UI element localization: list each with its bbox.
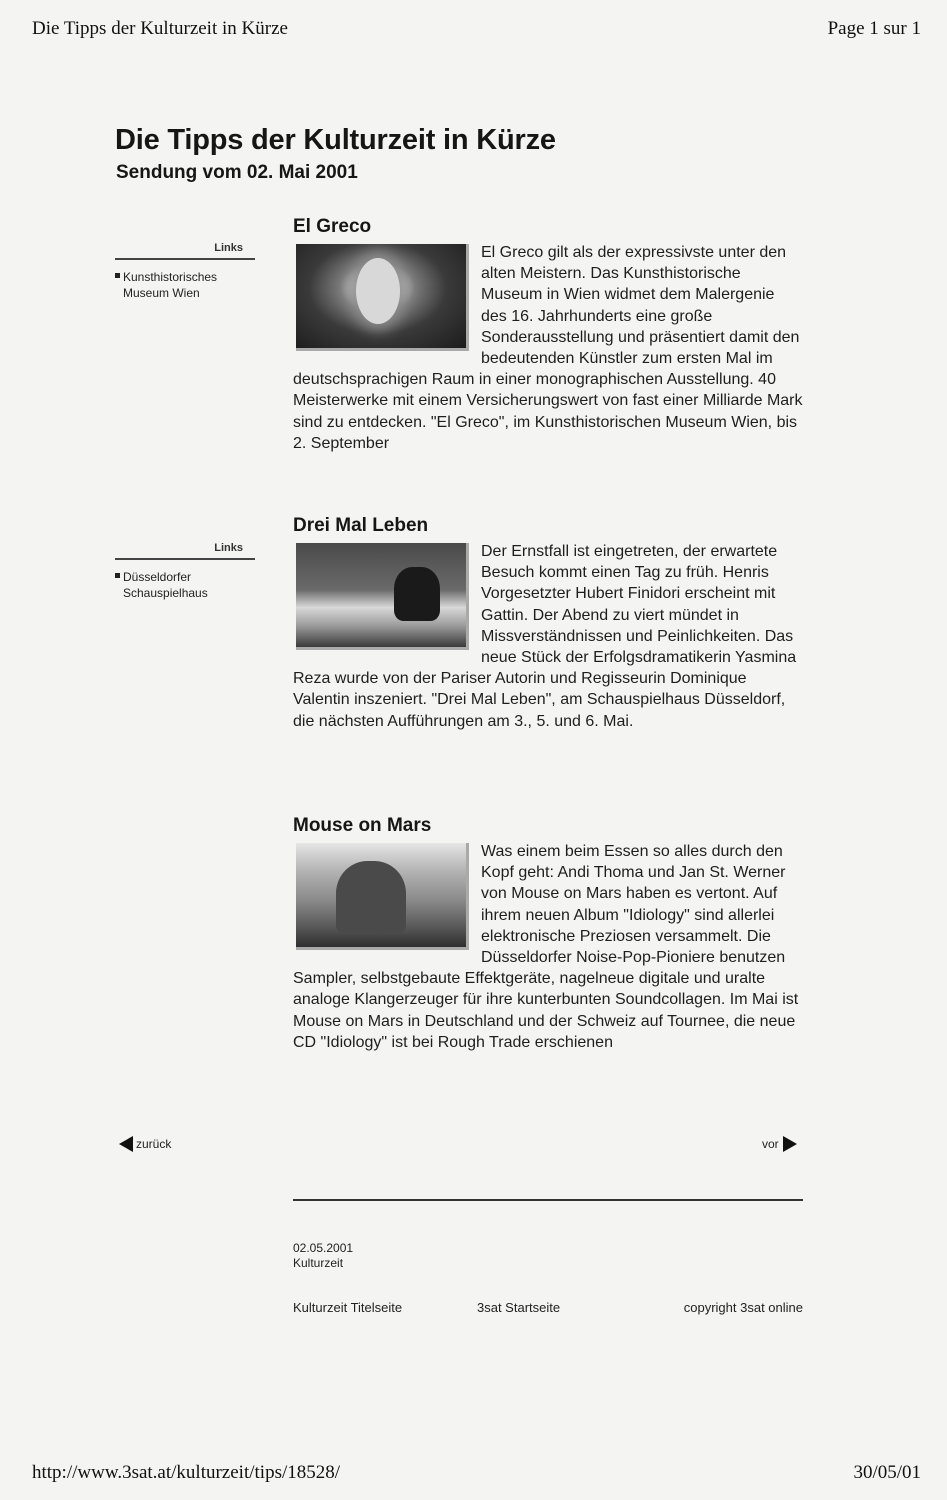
footer-meta xyxy=(293,1241,353,1271)
arrow-right-icon xyxy=(783,1136,797,1152)
footer-divider xyxy=(293,1199,803,1201)
article-el-greco xyxy=(293,216,803,454)
footer-link-kulturzeit[interactable]: Kulturzeit Titelseite xyxy=(293,1300,403,1315)
article-title: El Greco xyxy=(293,216,372,237)
footer-section: Kulturzeit xyxy=(293,1256,344,1270)
article-text: Der Ernstfall ist eingetreten, der erwartete Besuch kommt einen Tag zu früh. Henris Vorgesetzter Hubert Finidori erscheint mit Gattin. Der Abend zu viert mündet in Missverständnissen und Peinlichkeiten. Das neue Stück der Erfolgsdramatikerin Yasmina Reza wurde von der Pariser Autorin und Regisseurin Dominique Valentin inszeniert. "Drei Mal Leben", am Schauspielhaus Düsseldorf, die nächsten Aufführungen am 3., 5. und 6. Mai. xyxy=(293,543,797,730)
article-title: Drei Mal Leben xyxy=(293,515,429,536)
bullet-icon xyxy=(115,573,120,578)
footer-date: 02.05.2001 xyxy=(293,1241,354,1255)
back-link-label: zurück xyxy=(136,1137,172,1151)
article-text: El Greco gilt als der expressivste unter den alten Meistern. Das Kunsthistorische Museum in Wien widmet dem Malergenie des 16. Jahrhunderts eine große Sonderausstellung und präsentiert damit den bedeutenden Künstler zum ersten Mal im deutschsprachigen Raum in einer monographischen Ausstellung. 40 Meisterwerke mit einem Versicherungswert von fast einer Milliarde Mark sind zu entdecken. "El Greco", im Kunsthistorischen Museum Wien, bis 2. September xyxy=(293,244,803,452)
article-text: Was einem beim Essen so alles durch den Kopf geht: Andi Thoma und Jan St. Werner von Mouse on Mars haben es vertont. Auf ihrem neuen Album "Idiology" sind allerlei elektronische Preziosen versammelt. Die Düsseldorfer Noise-Pop-Pioniere benutzen Sampler, selbstgebaute Effektgeräte, nagelneue digitale und uralte analoge Klangerzeuger für ihre kunterbunten Soundcollagen. Im Mai ist Mouse on Mars in Deutschland und der Schweiz auf Tournee, die neue CD "Idiology" ist bei Rough Trade erschienen xyxy=(293,843,799,1051)
print-header-page: Page 1 sur 1 xyxy=(827,18,921,39)
sidebar-link-label: Kunsthistorisches Museum Wien xyxy=(123,270,218,300)
print-header-title: Die Tipps der Kulturzeit in Kürze xyxy=(32,18,288,39)
next-link-label: vor xyxy=(762,1137,779,1151)
print-header xyxy=(32,18,921,40)
sidebar-link-schauspielhaus[interactable] xyxy=(115,569,255,601)
sidebar-links-greco xyxy=(115,242,255,301)
page-title: Die Tipps der Kulturzeit in Kürze xyxy=(115,124,556,156)
article-image xyxy=(296,843,469,950)
bullet-icon xyxy=(115,273,120,278)
print-footer xyxy=(32,1462,921,1484)
article-mouse-on-mars xyxy=(293,815,803,1053)
footer-link-copyright[interactable]: copyright 3sat online xyxy=(683,1300,803,1315)
page-subtitle: Sendung vom 02. Mai 2001 xyxy=(116,162,358,183)
links-label: Links xyxy=(115,542,255,560)
next-link[interactable] xyxy=(762,1136,797,1152)
sidebar-link-label: Düsseldorfer Schauspielhaus xyxy=(123,570,208,600)
print-footer-url: http://www.3sat.at/kulturzeit/tips/18528/ xyxy=(32,1462,341,1483)
article-title: Mouse on Mars xyxy=(293,815,432,836)
arrow-left-icon xyxy=(119,1136,133,1152)
links-label: Links xyxy=(115,242,255,260)
article-image xyxy=(296,543,469,650)
sidebar-link-kunsthistorisches-museum[interactable] xyxy=(115,269,255,301)
back-link[interactable] xyxy=(119,1136,171,1152)
article-image xyxy=(296,244,469,351)
footer-link-3sat[interactable]: 3sat Startseite xyxy=(477,1300,561,1315)
article-drei-mal-leben xyxy=(293,515,803,732)
sidebar-links-drei xyxy=(115,542,255,601)
print-footer-date: 30/05/01 xyxy=(853,1462,921,1483)
